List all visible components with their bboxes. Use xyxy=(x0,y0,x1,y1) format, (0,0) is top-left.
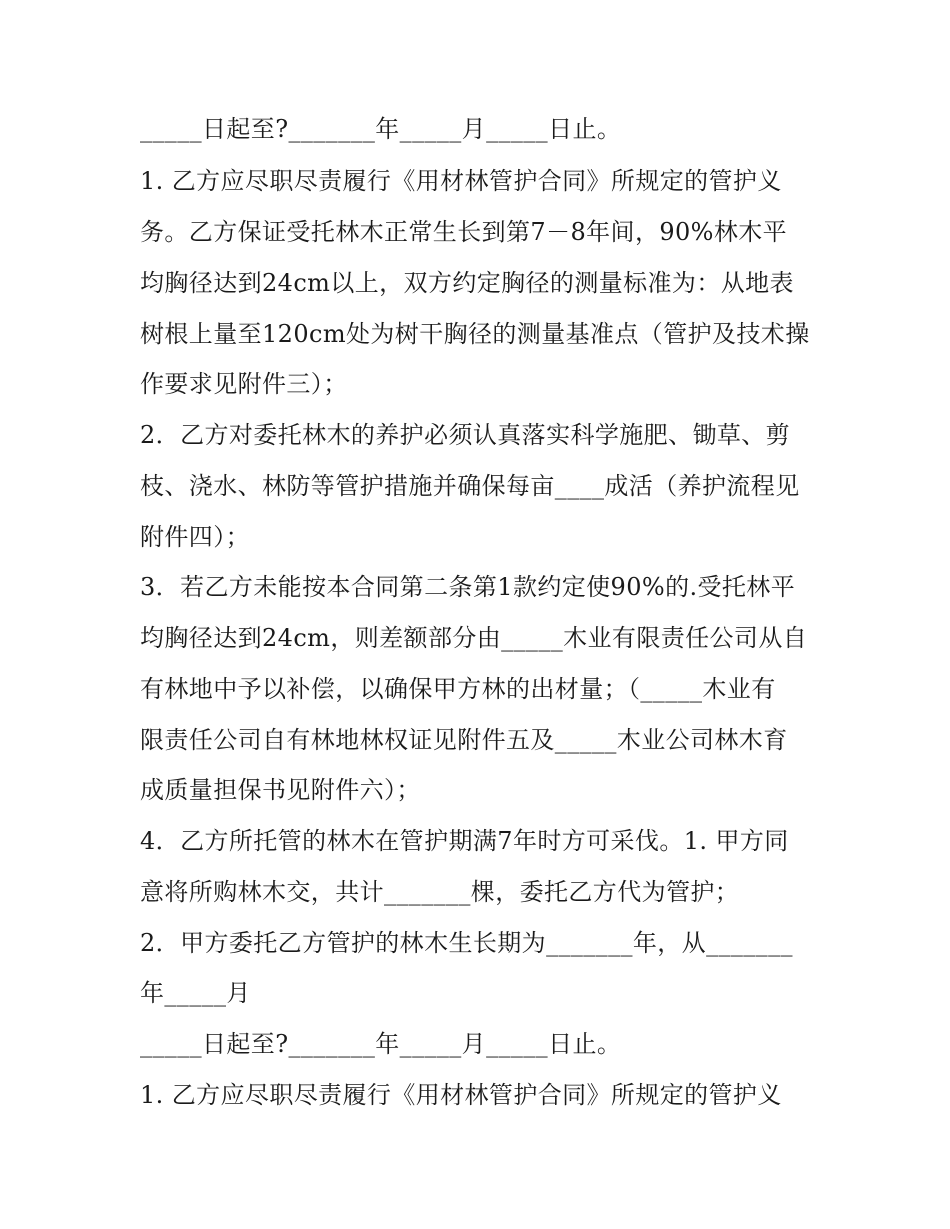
text-line: 有林地中予以补偿，以确保甲方林的出材量；（_____木业有 xyxy=(140,675,776,703)
text-line: 成质量担保书见附件六）； xyxy=(140,776,421,804)
text-line: 附件四）； xyxy=(140,523,250,551)
text-line: 1. 乙方应尽职尽责履行《用材林管护合同》所规定的管护义 xyxy=(140,1081,782,1109)
text-line: 2．乙方对委托林木的养护必须认真落实科学施肥、锄草、剪 xyxy=(140,421,791,449)
text-line: 1. 乙方应尽职尽责履行《用材林管护合同》所规定的管护义 xyxy=(140,167,782,195)
text-line: 2．甲方委托乙方管护的林木生长期为_______年，从_______ xyxy=(140,929,793,957)
text-line: 年_____月 xyxy=(140,979,251,1007)
text-line: 务。乙方保证受托林木正常生长到第7－8年间，90%林木平 xyxy=(140,218,788,246)
text-line: 均胸径达到24cm以上，双方约定胸径的测量标准为：从地表 xyxy=(140,269,794,297)
text-line: 限责任公司自有林地林权证见附件五及_____木业公司林木育 xyxy=(140,726,788,754)
text-line: 3．若乙方未能按本合同第二条第1款约定使90%的.受托林平 xyxy=(140,573,796,601)
text-line: 作要求见附件三）； xyxy=(140,370,348,398)
text-line: _____日起至?_______年_____月_____日止。 xyxy=(140,1030,622,1058)
text-line: 均胸径达到24cm，则差额部分由_____木业有限责任公司从自 xyxy=(140,624,808,652)
text-line: 4．乙方所托管的林木在管护期满7年时方可采伐。1. 甲方同 xyxy=(140,827,789,855)
text-line: 枝、浇水、林防等管护措施并确保每亩____成活（养护流程见 xyxy=(140,472,800,500)
text-line: 意将所购林木交，共计_______棵，委托乙方代为管护； xyxy=(140,878,740,906)
text-line: 树根上量至120cm处为树干胸径的测量基准点（管护及技术操 xyxy=(140,320,810,348)
text-line: _____日起至?_______年_____月_____日止。 xyxy=(140,115,622,143)
